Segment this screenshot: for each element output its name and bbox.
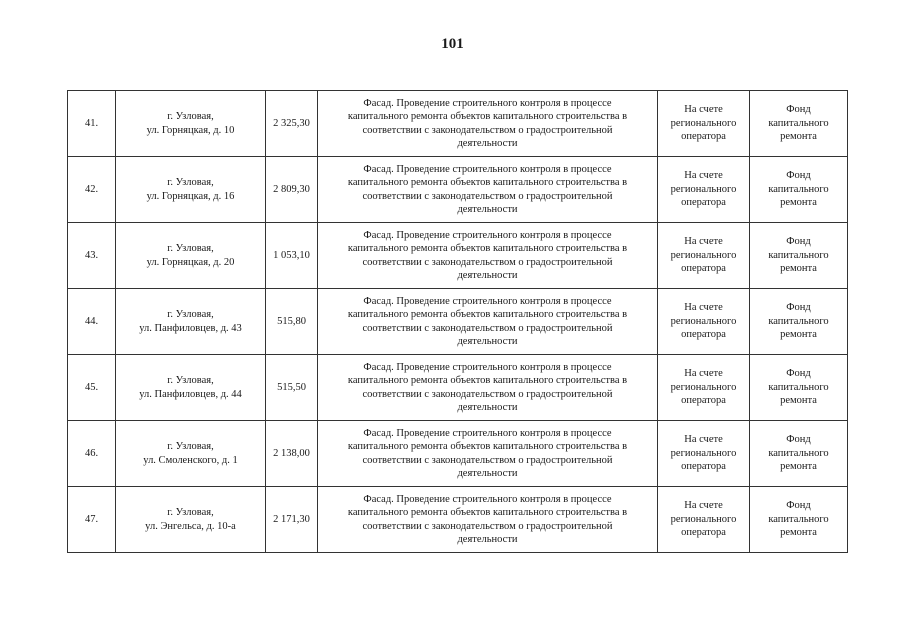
row-number: 41. xyxy=(84,117,99,129)
area-cell xyxy=(266,157,318,223)
work-description-line: капитального ремонта объектов капитального строительства в xyxy=(347,309,628,320)
funding-source-line: Фонд xyxy=(786,434,811,446)
work-description-cell xyxy=(318,157,658,223)
table-body xyxy=(68,91,848,553)
funding-source-line: ремонта xyxy=(780,329,817,341)
area-value: 515,50 xyxy=(277,381,306,393)
area-value: 515,80 xyxy=(277,315,306,327)
funding-source-cell xyxy=(750,487,848,553)
row-number: 42. xyxy=(84,183,99,195)
table-row xyxy=(68,289,848,355)
area-value: 2 138,00 xyxy=(273,447,310,459)
account-cell xyxy=(658,289,750,355)
area-cell xyxy=(266,91,318,157)
address-street: ул. Горняцкая, д. 16 xyxy=(146,190,235,202)
funding-source-cell xyxy=(750,157,848,223)
address-cell xyxy=(116,223,266,289)
address-city: г. Узловая, xyxy=(167,243,214,254)
account-line: оператора xyxy=(681,263,726,275)
work-description-line: деятельности xyxy=(457,468,518,479)
funding-source-cell xyxy=(750,223,848,289)
area-cell xyxy=(266,421,318,487)
account-cell xyxy=(658,223,750,289)
row-number-cell xyxy=(68,421,116,487)
funding-source-line: ремонта xyxy=(780,131,817,143)
work-description-line: капитального ремонта объектов капитального строительства в xyxy=(347,111,628,122)
address-cell xyxy=(116,355,266,421)
area-value: 2 809,30 xyxy=(273,183,310,195)
address-street: ул. Горняцкая, д. 10 xyxy=(146,124,235,136)
address-city: г. Узловая, xyxy=(167,111,214,122)
address-city: г. Узловая, xyxy=(167,375,214,386)
area-value: 2 171,30 xyxy=(273,513,310,525)
funding-source-line: капитального xyxy=(768,381,829,393)
table-row xyxy=(68,223,848,289)
work-description-line: Фасад. Проведение строительного контроля в процессе xyxy=(363,361,612,373)
account-line: оператора xyxy=(681,461,726,473)
account-line: регионального xyxy=(670,117,737,129)
account-line: регионального xyxy=(670,381,737,393)
work-description-line: соответствии с законодательством о градостроительной xyxy=(362,322,613,334)
table-row xyxy=(68,91,848,157)
funding-source-line: ремонта xyxy=(780,197,817,209)
funding-source-cell xyxy=(750,289,848,355)
address-street: ул. Горняцкая, д. 20 xyxy=(146,256,235,268)
funding-source-line: капитального xyxy=(768,315,829,327)
account-line: оператора xyxy=(681,395,726,407)
funding-source-line: капитального xyxy=(768,249,829,261)
account-cell xyxy=(658,421,750,487)
row-number: 44. xyxy=(84,315,99,327)
funding-source-line: Фонд xyxy=(786,302,811,314)
account-line: регионального xyxy=(670,513,737,525)
address-cell xyxy=(116,289,266,355)
account-line: На счете xyxy=(684,236,723,248)
page-number: 101 xyxy=(441,36,464,52)
work-description-cell xyxy=(318,223,658,289)
work-description-cell xyxy=(318,355,658,421)
account-cell xyxy=(658,487,750,553)
funding-source-line: капитального xyxy=(768,513,829,525)
work-description-line: Фасад. Проведение строительного контроля в процессе xyxy=(363,427,612,439)
funding-source-line: Фонд xyxy=(786,170,811,182)
address-street: ул. Панфиловцев, д. 44 xyxy=(139,388,242,400)
work-description-line: Фасад. Проведение строительного контроля в процессе xyxy=(363,295,612,307)
funding-source-line: ремонта xyxy=(780,395,817,407)
account-line: На счете xyxy=(684,170,723,182)
address-city: г. Узловая, xyxy=(167,441,214,452)
work-description-line: соответствии с законодательством о градостроительной xyxy=(362,454,613,466)
work-description-line: деятельности xyxy=(457,138,518,149)
funding-source-cell xyxy=(750,355,848,421)
work-description-line: деятельности xyxy=(457,270,518,281)
table-row xyxy=(68,487,848,553)
row-number: 45. xyxy=(84,381,99,393)
area-cell xyxy=(266,487,318,553)
funding-source-cell xyxy=(750,91,848,157)
account-line: На счете xyxy=(684,104,723,116)
row-number: 46. xyxy=(84,447,99,459)
work-description-line: Фасад. Проведение строительного контроля в процессе xyxy=(363,163,612,175)
work-description-line: Фасад. Проведение строительного контроля в процессе xyxy=(363,97,612,109)
work-description-line: капитального ремонта объектов капитального строительства в xyxy=(347,441,628,452)
area-cell xyxy=(266,355,318,421)
account-line: регионального xyxy=(670,183,737,195)
table-row xyxy=(68,157,848,223)
account-line: регионального xyxy=(670,249,737,261)
funding-source-cell xyxy=(750,421,848,487)
account-line: оператора xyxy=(681,329,726,341)
work-description-line: капитального ремонта объектов капитального строительства в xyxy=(347,375,628,386)
row-number: 47. xyxy=(84,513,99,525)
address-cell xyxy=(116,157,266,223)
work-description-cell xyxy=(318,487,658,553)
address-city: г. Узловая, xyxy=(167,309,214,320)
work-description-line: деятельности xyxy=(457,534,518,545)
funding-source-line: ремонта xyxy=(780,461,817,473)
row-number-cell xyxy=(68,487,116,553)
funding-source-line: Фонд xyxy=(786,368,811,380)
row-number-cell xyxy=(68,223,116,289)
address-city: г. Узловая, xyxy=(167,507,214,518)
work-description-line: деятельности xyxy=(457,402,518,413)
work-description-line: соответствии с законодательством о градостроительной xyxy=(362,124,613,136)
account-line: оператора xyxy=(681,131,726,143)
funding-source-line: капитального xyxy=(768,117,829,129)
area-cell xyxy=(266,223,318,289)
capital-repair-table xyxy=(67,90,848,553)
address-cell xyxy=(116,421,266,487)
funding-source-line: Фонд xyxy=(786,500,811,512)
work-description-line: деятельности xyxy=(457,204,518,215)
account-line: оператора xyxy=(681,527,726,539)
address-street: ул. Панфиловцев, д. 43 xyxy=(139,322,242,334)
work-description-line: соответствии с законодательством о градостроительной xyxy=(362,190,613,202)
account-line: На счете xyxy=(684,500,723,512)
account-line: На счете xyxy=(684,434,723,446)
work-description-line: капитального ремонта объектов капитального строительства в xyxy=(347,177,628,188)
row-number-cell xyxy=(68,157,116,223)
work-description-cell xyxy=(318,421,658,487)
account-line: регионального xyxy=(670,315,737,327)
row-number-cell xyxy=(68,355,116,421)
row-number: 43. xyxy=(84,249,99,261)
address-street: ул. Энгельса, д. 10-а xyxy=(145,520,236,532)
address-cell xyxy=(116,91,266,157)
area-cell xyxy=(266,289,318,355)
account-line: На счете xyxy=(684,368,723,380)
address-street: ул. Смоленского, д. 1 xyxy=(143,454,238,466)
table-row xyxy=(68,421,848,487)
area-value: 1 053,10 xyxy=(273,249,310,261)
work-description-line: соответствии с законодательством о градостроительной xyxy=(362,256,613,268)
work-description-line: Фасад. Проведение строительного контроля в процессе xyxy=(363,493,612,505)
work-description-line: капитального ремонта объектов капитального строительства в xyxy=(347,507,628,518)
row-number-cell xyxy=(68,91,116,157)
account-line: На счете xyxy=(684,302,723,314)
work-description-line: деятельности xyxy=(457,336,518,347)
funding-source-line: капитального xyxy=(768,183,829,195)
address-cell xyxy=(116,487,266,553)
account-line: оператора xyxy=(681,197,726,209)
account-cell xyxy=(658,91,750,157)
account-cell xyxy=(658,157,750,223)
funding-source-line: ремонта xyxy=(780,263,817,275)
account-line: регионального xyxy=(670,447,737,459)
funding-source-line: капитального xyxy=(768,447,829,459)
account-cell xyxy=(658,355,750,421)
work-description-cell xyxy=(318,91,658,157)
row-number-cell xyxy=(68,289,116,355)
funding-source-line: Фонд xyxy=(786,104,811,116)
work-description-line: капитального ремонта объектов капитального строительства в xyxy=(347,243,628,254)
area-value: 2 325,30 xyxy=(273,117,310,129)
work-description-cell xyxy=(318,289,658,355)
funding-source-line: Фонд xyxy=(786,236,811,248)
work-description-line: Фасад. Проведение строительного контроля в процессе xyxy=(363,229,612,241)
address-city: г. Узловая, xyxy=(167,177,214,188)
table-row xyxy=(68,355,848,421)
work-description-line: соответствии с законодательством о градостроительной xyxy=(362,520,613,532)
work-description-line: соответствии с законодательством о градостроительной xyxy=(362,388,613,400)
funding-source-line: ремонта xyxy=(780,527,817,539)
